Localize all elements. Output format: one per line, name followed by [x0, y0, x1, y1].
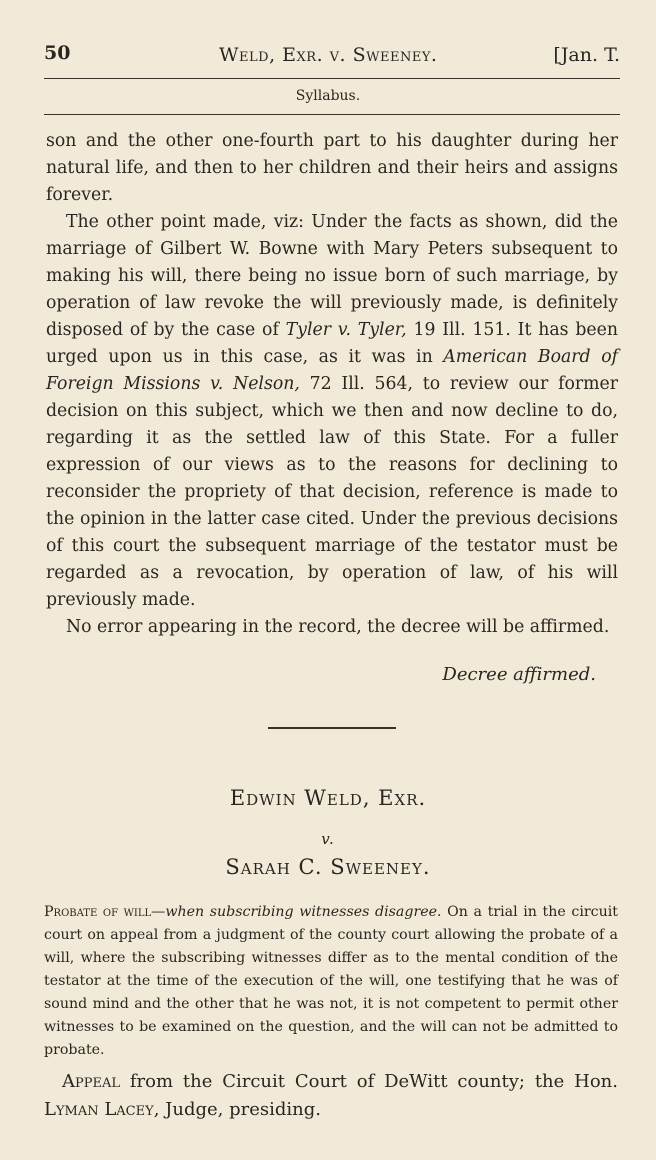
judge-name: Lyman Lacey — [44, 1099, 154, 1120]
appeal-text: from the Circuit Court of DeWitt county; the Hon. — [120, 1071, 618, 1092]
case-versus: v. — [321, 830, 335, 848]
headnote-topic: Probate of will — [44, 904, 152, 920]
case-defendant: Sarah C. Sweeney. — [225, 855, 431, 879]
syllabus-label: Syllabus. — [295, 88, 361, 104]
appeal-text: , Judge, presiding. — [153, 1099, 321, 1120]
case-citation: American Board of Foreign Missions v. Nelson, — [46, 347, 618, 394]
opinion-paragraph: son and the other one-fourth part to his daughter during her natural life, and then to her children and their heirs and assigns forever. — [46, 131, 618, 205]
opinion-paragraph — [46, 209, 618, 614]
decree-line: Decree affirmed. — [442, 664, 596, 685]
appeal-statement — [44, 1068, 618, 1124]
case-citation: Tyler v. Tyler, — [285, 320, 407, 340]
running-title: Weld, Exr. v. Sweeney. — [219, 44, 438, 66]
text-run: 72 Ill. 564, to review our former decision on this subject, which we then and now decline to do, regarding it as the settled law of this State. For a fuller expression of our views as to the reasons for declining to reconsider the propriety of that decision, reference is made to the opinion in the latter case cited. Under the previous decisions of this court the subsequent marriage of the testator must be regarded as a revocation, by operation of law, of his will previously made. — [46, 374, 619, 610]
opinion-text — [46, 128, 618, 641]
headnote — [44, 901, 618, 1062]
term-label: [Jan. T. — [553, 44, 620, 66]
text-run: 19 Ill. 151. It has been urged upon us in this case, as it was in — [46, 320, 618, 367]
headnote-subtopic: —when subscribing witnesses disagree. — [151, 904, 442, 920]
opinion-paragraph: No error appearing in the record, the decree will be affirmed. — [66, 617, 610, 637]
appeal-lead: Appeal — [62, 1071, 121, 1092]
syllabus-rule — [44, 114, 620, 115]
text-run: The other point made, viz: Under the facts as shown, did the marriage of Gilbert W. Bowne with Mary Peters subsequent to making his will, there being no issue born of such marriage, by operation of law revoke the will previously made, is definitely disposed of by the case of — [46, 212, 618, 340]
page-number: 50 — [44, 42, 71, 64]
headnote-text: On a trial in the circuit court on appeal from a judgment of the county court allowing the probate of a will, where the subscribing witnesses differ as to the mental condition of the testator at the time of the execution of the will, one testifying that he was of sound mind and the other that he was not, it is not competent to permit other witnesses to be examined on the question, and the will can not be admitted to probate. — [44, 904, 618, 1058]
header-rule — [44, 78, 620, 79]
page-header — [44, 42, 620, 72]
section-separator — [268, 727, 396, 729]
case-plaintiff: Edwin Weld, Exr. — [229, 786, 427, 810]
